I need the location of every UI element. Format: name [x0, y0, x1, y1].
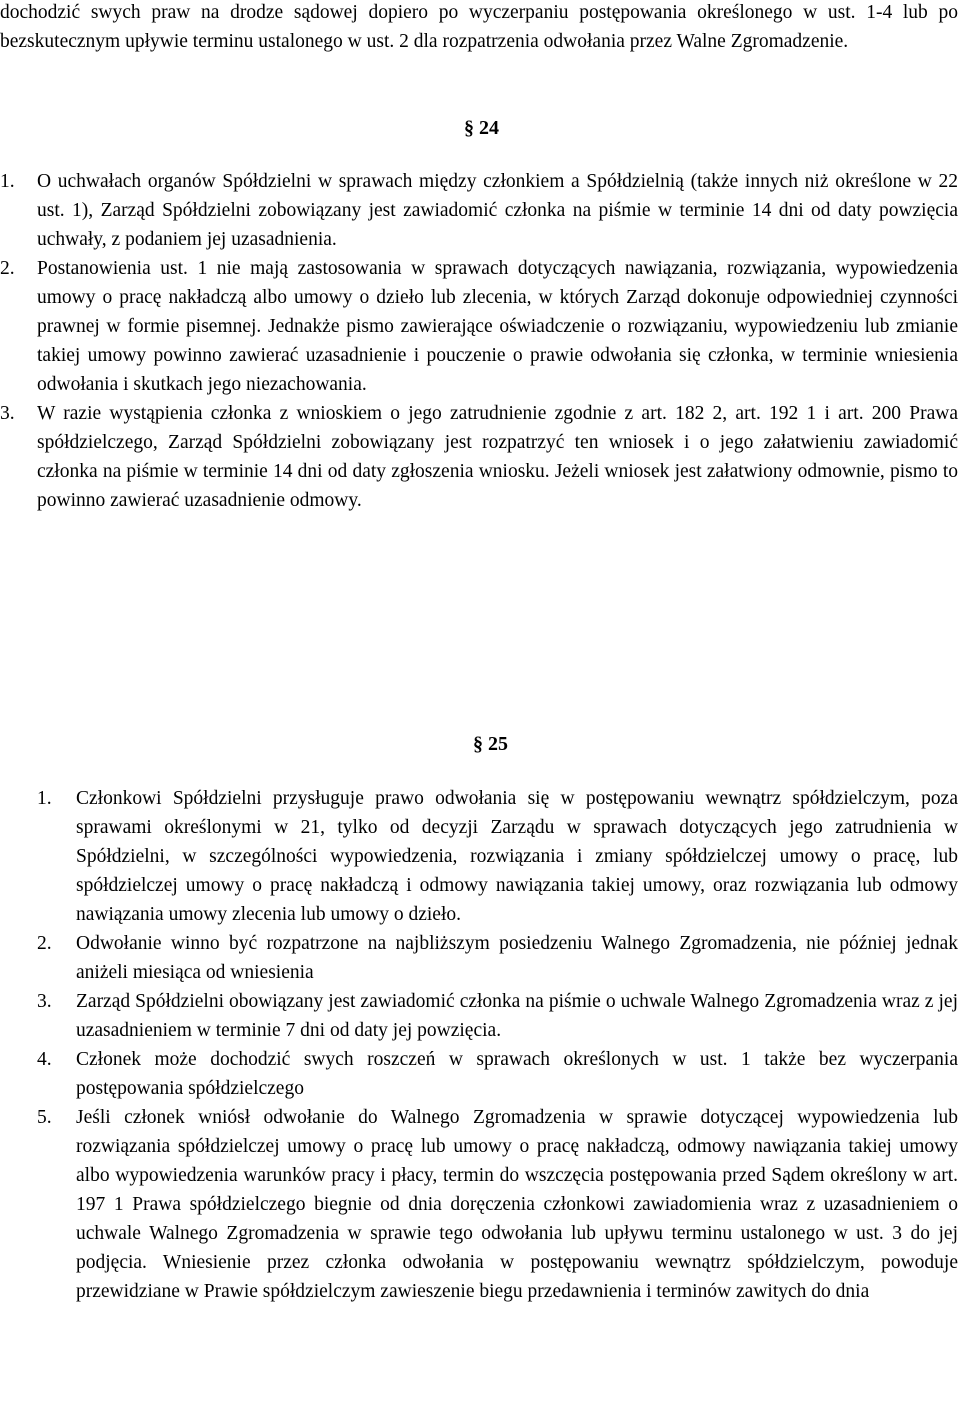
list-item	[0, 254, 958, 399]
item-number: 4.	[37, 1049, 52, 1070]
item-text: Postanowienia ust. 1 nie mają zastosowania w sprawach dotyczących nawiązania, rozwiązania, wypowiedzenia umowy o pracę nakładczą albo umowy o dzieło lub zlecenia, w których Zarząd dokonuje odpowiedniej czynności prawnej w formie pisemnej. Jednakże pismo zawierające oświadczenie o rozwiązaniu, wypowiedzeniu lub zmianie takiej umowy powinno zawierać uzasadnienie i pouczenie o prawie odwołania się członka, w terminie wniesienia odwołania i skutkach jego niezachowania.	[37, 258, 958, 395]
item-number: 2.	[37, 933, 52, 954]
item-text: Jeśli członek wniósł odwołanie do Walnego Zgromadzenia w sprawie dotyczącej wypowiedzenia lub rozwiązania spółdzielczej umowy o pracę lub umowy o pracę nakładczą, odmowy nawiązania takiej umowy albo wypowiedzenia warunków pracy i płacy, termin do wszczęcia postępowania przed Sądem określony w art. 197 1 Prawa spółdzielczego biegnie od dnia doręczenia członkowi zawiadomienia wraz z uzasadnieniem o uchwale Walnego Zgromadzenia w sprawie tego odwołania lub upływu terminu ustalonego w ust. 3 do jej podjęcia. Wniesienie przez członka odwołania w postępowaniu wewnątrz spółdzielczym, powoduje przewidziane w Prawie spółdzielczym zawieszenie biegu przedawnienia i terminów zawitych do dnia	[76, 1107, 958, 1302]
list-item	[0, 167, 958, 254]
list-item	[0, 929, 958, 987]
section-sign-icon: §	[464, 117, 474, 139]
list-item	[0, 784, 958, 929]
list-item	[0, 1045, 958, 1103]
section-sign-icon: §	[473, 733, 483, 755]
item-text: Zarząd Spółdzielni obowiązany jest zawiadomić członka na piśmie o uchwale Walnego Zgromadzenia wraz z jej uzasadnieniem w terminie 7 dni od daty jej powzięcia.	[76, 991, 958, 1041]
section-25-list	[0, 784, 958, 1306]
item-text: Członkowi Spółdzielni przysługuje prawo odwołania się w postępowaniu wewnątrz spółdzielczym, poza sprawami określonymi w 21, tylko od decyzji Zarządu w sprawach dotyczących jego zatrudnienia w Spółdzielni, w szczególności wypowiedzenia, rozwiązania i zmiany spółdzielczej umowy o pracę, lub spółdzielczej umowy o pracę nakładczą i odmowy nawiązania takiej umowy, oraz rozwiązania lub odmowy nawiązania umowy zlecenia lub umowy o dzieło.	[76, 788, 958, 925]
item-number: 3.	[0, 403, 15, 424]
list-item	[0, 1103, 958, 1306]
item-number: 5.	[37, 1107, 52, 1128]
section-25-heading: § 25	[473, 733, 508, 755]
item-text: O uchwałach organów Spółdzielni w sprawach między członkiem a Spółdzielnią (także innych niż określone w 22 ust. 1), Zarząd Spółdzielni zobowiązany jest zawiadomić członka na piśmie w terminie 14 dni od daty powzięcia uchwały, z podaniem jej uzasadnienia.	[37, 171, 958, 250]
item-number: 3.	[37, 991, 52, 1012]
list-item	[0, 399, 958, 515]
section-24-heading: § 24	[464, 117, 499, 139]
item-text: Członek może dochodzić swych roszczeń w sprawach określonych w ust. 1 także bez wyczerpania postępowania spółdzielczego	[76, 1049, 958, 1099]
intro-text: dochodzić swych praw na drodze sądowej dopiero po wyczerpaniu postępowania określonego w ust. 1-4 lub po bezskutecznym upływie terminu ustalonego w ust. 2 dla rozpatrzenia odwołania przez Walne Zgromadzenie.	[0, 2, 958, 52]
item-number: 1.	[0, 171, 15, 192]
item-number: 1.	[37, 788, 52, 809]
item-text: Odwołanie winno być rozpatrzone na najbliższym posiedzeniu Walnego Zgromadzenia, nie później jednak aniżeli miesiąca od wniesienia	[76, 933, 958, 983]
item-number: 2.	[0, 258, 15, 279]
intro-paragraph	[0, 0, 958, 56]
list-item	[0, 987, 958, 1045]
section-24-list	[0, 167, 958, 515]
item-text: W razie wystąpienia członka z wnioskiem o jego zatrudnienie zgodnie z art. 182 2, art. 192 1 i art. 200 Prawa spółdzielczego, Zarząd Spółdzielni zobowiązany jest rozpatrzyć ten wniosek i o jego załatwieniu zawiadomić członka na piśmie w terminie 14 dni od daty zgłoszenia wniosku. Jeżeli wniosek jest załatwiony odmownie, pismo to powinno zawierać uzasadnienie odmowy.	[37, 403, 958, 511]
